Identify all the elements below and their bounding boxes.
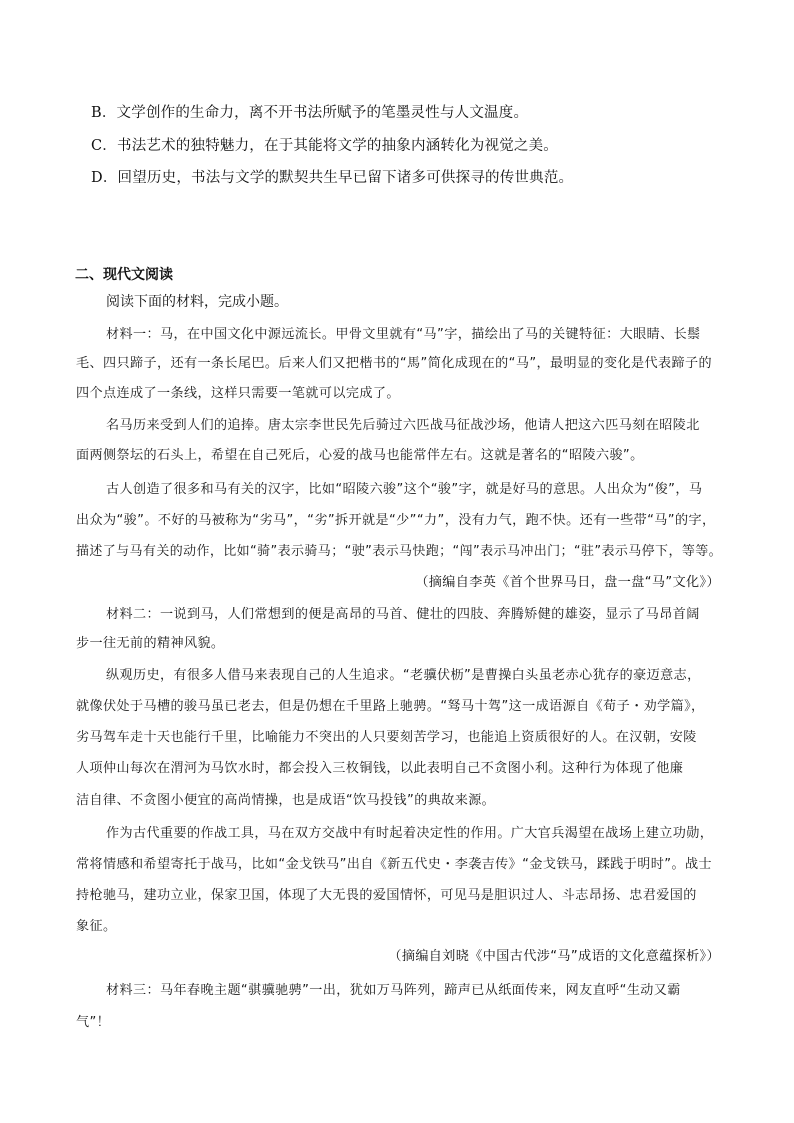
material2-line: 纵观历史，有很多人借马来表现自己的人生追求。“老骥伏枥”是曹操白头虽老赤心犹存的豪迈意志， bbox=[106, 668, 701, 683]
material1-line: 四个点连成了一条线，这样只需要一笔就可以完成了。 bbox=[76, 386, 400, 401]
material3-line: 气”！ bbox=[76, 1015, 111, 1030]
material2-line: 材料二：一说到马，人们常想到的便是高昂的马首、健壮的四肢、奔腾矫健的雄姿，显示了马昂首阔 bbox=[106, 607, 700, 622]
section-title: 二、现代文阅读 bbox=[75, 267, 173, 283]
reading-intro: 阅读下面的材料，完成小题。 bbox=[106, 294, 288, 310]
material1-line: 毛、四只蹄子，还有一条长尾巴。后来人们又把楷书的“馬”简化成现在的“马”，最明显的变化是代表蹄子的 bbox=[76, 356, 712, 371]
option-c: C．书法艺术的独特魅力，在于其能将文学的抽象内涵转化为视觉之美。 bbox=[91, 138, 558, 154]
material2-source: （摘编自刘晓《中国古代涉“马”成语的文化意蕴探析》） bbox=[388, 949, 720, 964]
material1-line: 名马历来受到人们的追捧。唐太宗李世民先后骑过六匹战马征战沙场，他请人把这六匹马刻在昭陵北 bbox=[106, 418, 700, 433]
material2-line: 人项仲山每次在渭河为马饮水时，都会投入三枚铜钱，以此表明自己不贪图小利。这种行为体现了他廉 bbox=[76, 761, 684, 776]
material1-line: 出众为“骏”。不好的马被称为“劣马”，“劣”拆开就是“少”“力”，没有力气，跑不快。还有一些带“马”的字， bbox=[76, 513, 716, 528]
material2-line: 常将情感和希望寄托于战马，比如“金戈铁马”出自《新五代史・李袭吉传》“金戈铁马，蹂践于明时”。战士 bbox=[76, 857, 712, 872]
material2-line: 步一往无前的精神风貌。 bbox=[76, 636, 225, 651]
option-b: B．文学创作的生命力，离不开书法所赋予的笔墨灵性与人文温度。 bbox=[91, 105, 529, 121]
option-d: D．回望历史，书法与文学的默契共生早已留下诸多可供探寻的传世典范。 bbox=[91, 170, 574, 186]
material2-line: 劣马驾车走十天也能行千里，比喻能力不突出的人只要刻苦学习，也能追上资质很好的人。在汉朝，安陵 bbox=[76, 730, 697, 745]
material1-source: （摘编自李英《首个世界马日，盘一盘“马”文化》） bbox=[415, 575, 720, 590]
material2-line: 象征。 bbox=[76, 919, 117, 934]
material1-line: 材料一：马，在中国文化中源远流长。甲骨文里就有“马”字，描绘出了马的关键特征：大眼睛、长鬃 bbox=[106, 327, 701, 342]
material2-line: 作为古代重要的作战工具，马在双方交战中有时起着决定性的作用。广大官兵渴望在战场上建立功勋， bbox=[106, 826, 714, 841]
material2-line: 持枪驰马，建功立业，保家卫国，体现了大无畏的爱国情怀，可见马是胆识过人、斗志昂扬、忠君爱国的 bbox=[76, 888, 697, 903]
material2-line: 就像伏处于马槽的骏马虽已老去，但是仍想在千里路上驰骋。“驽马十驾”这一成语源自《荀子・劝学篇》， bbox=[76, 699, 705, 714]
material1-line: 古人创造了很多和马有关的汉字，比如“昭陵六骏”这个“骏”字，就是好马的意思。人出众为“俊”，马 bbox=[106, 482, 703, 497]
material3-line: 材料三：马年春晚主题“骐骥驰骋”一出，犹如万马阵列，蹄声已从纸面传来，网友直呼“生动又霸 bbox=[106, 983, 681, 998]
material1-line: 面两侧祭坛的石头上，希望在自己死后，心爱的战马也能常伴左右。这就是著名的“昭陵六骏”。 bbox=[76, 448, 644, 463]
material2-line: 洁自律、不贪图小便宜的高尚情操，也是成语“饮马投钱”的典故来源。 bbox=[76, 793, 496, 808]
material1-line: 描述了与马有关的动作，比如“骑”表示骑马；“驶”表示马快跑；“闯”表示马冲出门；“驻”表示马停下，等等。 bbox=[76, 544, 722, 559]
